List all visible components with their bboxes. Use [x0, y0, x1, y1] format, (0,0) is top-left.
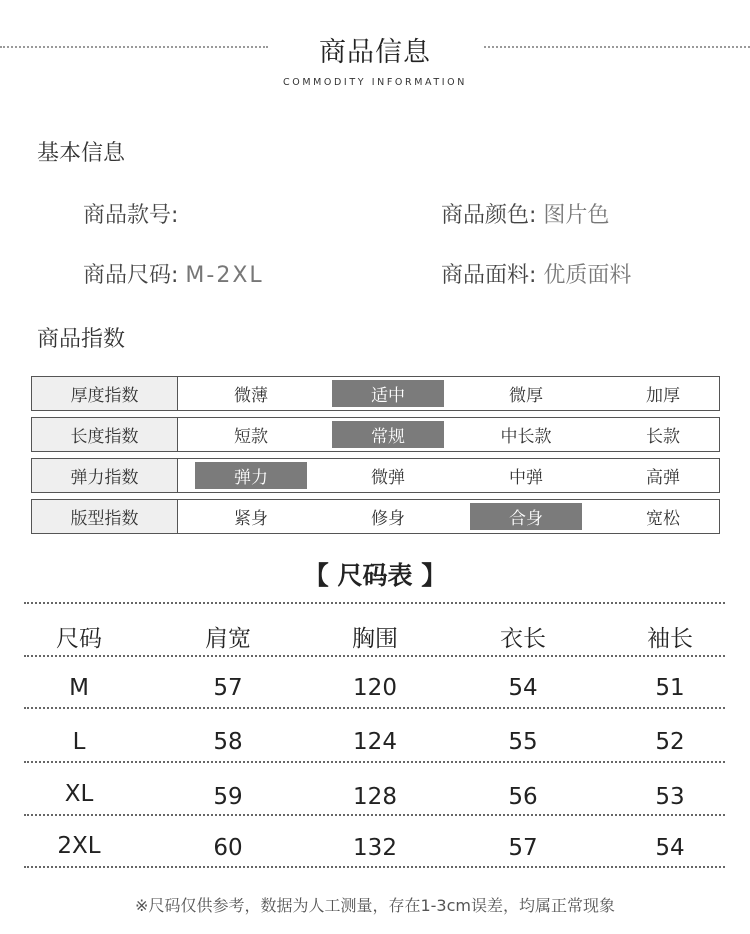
size-cell: 128 — [353, 784, 397, 810]
page-title: 商品信息 — [319, 37, 431, 68]
index-row-label: 厚度指数 — [32, 377, 178, 410]
divider — [24, 655, 725, 657]
size-cell: 124 — [353, 729, 397, 755]
basic-info-title: 基本信息 — [37, 141, 126, 166]
fabric-value: 优质面料 — [543, 263, 632, 288]
color-value: 图片色 — [543, 203, 610, 228]
index-row-fit — [31, 499, 720, 534]
size-header-cell: 肩宽 — [205, 626, 251, 652]
index-row-label: 长度指数 — [32, 418, 178, 451]
size-cell: 52 — [655, 729, 685, 755]
size-cell: 120 — [353, 675, 397, 701]
index-option: 长款 — [646, 427, 680, 447]
size-cell: 57 — [213, 675, 243, 701]
index-row-elasticity — [31, 458, 720, 493]
divider — [24, 866, 725, 868]
size-label: 商品尺码: — [83, 263, 179, 288]
size-cell: 58 — [213, 729, 243, 755]
size-note: ※尺码仅供参考，数据为人工测量，存在1-3cm误差，均属正常现象 — [135, 896, 615, 915]
size-header-cell: 袖长 — [647, 626, 693, 652]
index-option: 加厚 — [646, 386, 680, 406]
index-option-selected: 弹力 — [195, 462, 307, 489]
model-label: 商品款号: — [83, 203, 179, 228]
index-option: 修身 — [371, 509, 405, 529]
size-cell: 53 — [655, 784, 685, 810]
index-title: 商品指数 — [37, 327, 126, 352]
index-option: 高弹 — [646, 468, 680, 488]
color-info — [441, 198, 609, 229]
size-cell: L — [72, 729, 86, 755]
size-cell: 132 — [353, 835, 397, 861]
size-cell: 51 — [655, 675, 685, 701]
index-option: 微弹 — [371, 468, 405, 488]
size-chart-title: 【 尺码表 】 — [303, 561, 447, 590]
index-row-label: 版型指数 — [32, 500, 178, 533]
index-option: 微厚 — [509, 386, 543, 406]
size-cell: 54 — [508, 675, 538, 701]
size-cell: 55 — [508, 729, 538, 755]
page-subtitle: COMMODITY INFORMATION — [283, 77, 467, 88]
divider — [24, 814, 725, 816]
size-cell: 60 — [213, 835, 243, 861]
size-header-cell: 尺码 — [56, 626, 102, 652]
fabric-label: 商品面料: — [441, 263, 537, 288]
divider — [24, 602, 725, 604]
index-row-label: 弹力指数 — [32, 459, 178, 492]
size-value: M-2XL — [185, 263, 264, 288]
size-cell: 59 — [213, 784, 243, 810]
size-info — [83, 258, 264, 289]
size-cell: XL — [64, 781, 94, 807]
size-cell: 57 — [508, 835, 538, 861]
size-cell: 56 — [508, 784, 538, 810]
index-row-thickness — [31, 376, 720, 411]
index-option-selected: 常规 — [332, 421, 444, 448]
index-row-length — [31, 417, 720, 452]
divider — [24, 707, 725, 709]
index-option: 宽松 — [646, 509, 680, 529]
index-option: 短款 — [234, 427, 268, 447]
size-header-cell: 衣长 — [500, 626, 546, 652]
color-label: 商品颜色: — [441, 203, 537, 228]
index-option-selected: 合身 — [470, 503, 582, 530]
size-cell: 2XL — [57, 833, 101, 859]
divider — [24, 761, 725, 763]
index-option-selected: 适中 — [332, 380, 444, 407]
index-option: 中弹 — [509, 468, 543, 488]
fabric-info — [441, 258, 631, 289]
size-cell: 54 — [655, 835, 685, 861]
index-option: 微薄 — [234, 386, 268, 406]
index-option: 中长款 — [500, 427, 552, 447]
size-header-cell: 胸围 — [352, 626, 398, 652]
size-cell: M — [69, 675, 89, 701]
index-option: 紧身 — [234, 509, 268, 529]
